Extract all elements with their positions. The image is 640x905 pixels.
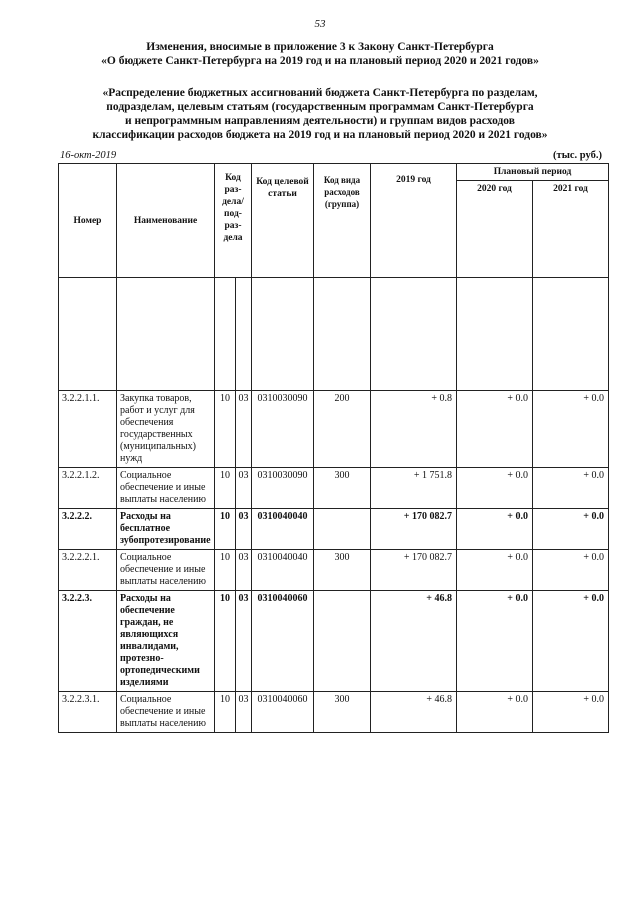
row-name: Социальное обеспечение и иные выплаты населению [117,550,215,591]
row-subsection: 03 [236,550,252,591]
row-2019: + 170 082.7 [371,509,457,550]
row-section: 10 [215,692,236,733]
subtitle-line: «Распределение бюджетных ассигнований бюджета Санкт-Петербурга по разделам, [102,87,538,99]
row-2020: + 0.0 [457,550,533,591]
row-number: 3.2.2.1.2. [59,468,117,509]
row-expense-code [314,591,371,692]
row-2021: + 0.0 [533,468,609,509]
row-name: Расходы на обеспечение граждан, не являющихся инвалидами, протезно-ортопедическими изделиями [117,591,215,692]
page-number: 53 [314,18,326,30]
row-2020: + 0.0 [457,391,533,468]
row-2019: + 170 082.7 [371,550,457,591]
row-2019: + 46.8 [371,591,457,692]
row-subsection: 03 [236,692,252,733]
row-2019: + 1 751.8 [371,468,457,509]
row-2021: + 0.0 [533,692,609,733]
subtitle-line: подразделам, целевым статьям (государственным программам Санкт-Петербурга [106,101,534,113]
row-number: 3.2.2.3. [59,591,117,692]
row-section: 10 [215,468,236,509]
header-2019: 2019 год [371,164,457,278]
row-target-code: 0310040040 [252,550,314,591]
table-row [59,591,609,692]
row-section: 10 [215,391,236,468]
row-subsection: 03 [236,591,252,692]
row-name: Закупка товаров, работ и услуг для обеспечения государственных (муниципальных) нужд [117,391,215,468]
header-2021: 2021 год [533,181,609,278]
row-2019: + 46.8 [371,692,457,733]
table-spacer-row [59,278,609,391]
row-2021: + 0.0 [533,509,609,550]
row-number: 3.2.2.1.1. [59,391,117,468]
row-2019: + 0.8 [371,391,457,468]
document-date: 16-окт-2019 [60,150,117,161]
table-row [59,692,609,733]
row-target-code: 0310040060 [252,591,314,692]
row-target-code: 0310030090 [252,391,314,468]
row-2021: + 0.0 [533,550,609,591]
row-number: 3.2.2.2.1. [59,550,117,591]
row-name: Социальное обеспечение и иные выплаты населению [117,468,215,509]
row-expense-code: 200 [314,391,371,468]
row-target-code: 0310030090 [252,468,314,509]
subtitle-line: и непрограммным направлениям деятельности) и группам видов расходов [125,115,515,127]
row-number: 3.2.2.2. [59,509,117,550]
table-row [59,550,609,591]
title-line: Изменения, вносимые в приложение 3 к Закону Санкт-Петербурга [146,41,494,53]
row-target-code: 0310040040 [252,509,314,550]
table-row [59,468,609,509]
header-expense: Код вида расходов (группа) [314,164,371,278]
row-expense-code: 300 [314,692,371,733]
row-2021: + 0.0 [533,591,609,692]
row-2020: + 0.0 [457,509,533,550]
row-name: Социальное обеспечение и иные выплаты населению [117,692,215,733]
row-name: Расходы на бесплатное зубопротезирование [117,509,215,550]
row-expense-code: 300 [314,550,371,591]
row-subsection: 03 [236,509,252,550]
header-section: Код раз-дела/ под-раз-дела [215,164,252,278]
header-name: Наименование [117,164,215,278]
title-line: «О бюджете Санкт-Петербурга на 2019 год и на плановый период 2020 и 2021 годов» [101,55,539,67]
budget-table [58,163,609,733]
row-2021: + 0.0 [533,391,609,468]
row-section: 10 [215,550,236,591]
row-expense-code [314,509,371,550]
header-2020: 2020 год [457,181,533,278]
row-number: 3.2.2.3.1. [59,692,117,733]
header-target: Код целевой статьи [252,164,314,278]
units-label: (тыс. руб.) [553,150,602,161]
row-section: 10 [215,591,236,692]
document-title [40,40,600,68]
row-section: 10 [215,509,236,550]
document-subtitle [40,86,600,142]
row-2020: + 0.0 [457,468,533,509]
row-expense-code: 300 [314,468,371,509]
table-row [59,509,609,550]
subtitle-line: классификации расходов бюджета на 2019 год и на плановый период 2020 и 2021 годов» [92,129,548,141]
row-subsection: 03 [236,468,252,509]
row-subsection: 03 [236,391,252,468]
header-planned: Плановый период [457,164,609,181]
table-row [59,391,609,468]
row-2020: + 0.0 [457,591,533,692]
header-number: Номер [59,164,117,278]
row-target-code: 0310040060 [252,692,314,733]
row-2020: + 0.0 [457,692,533,733]
